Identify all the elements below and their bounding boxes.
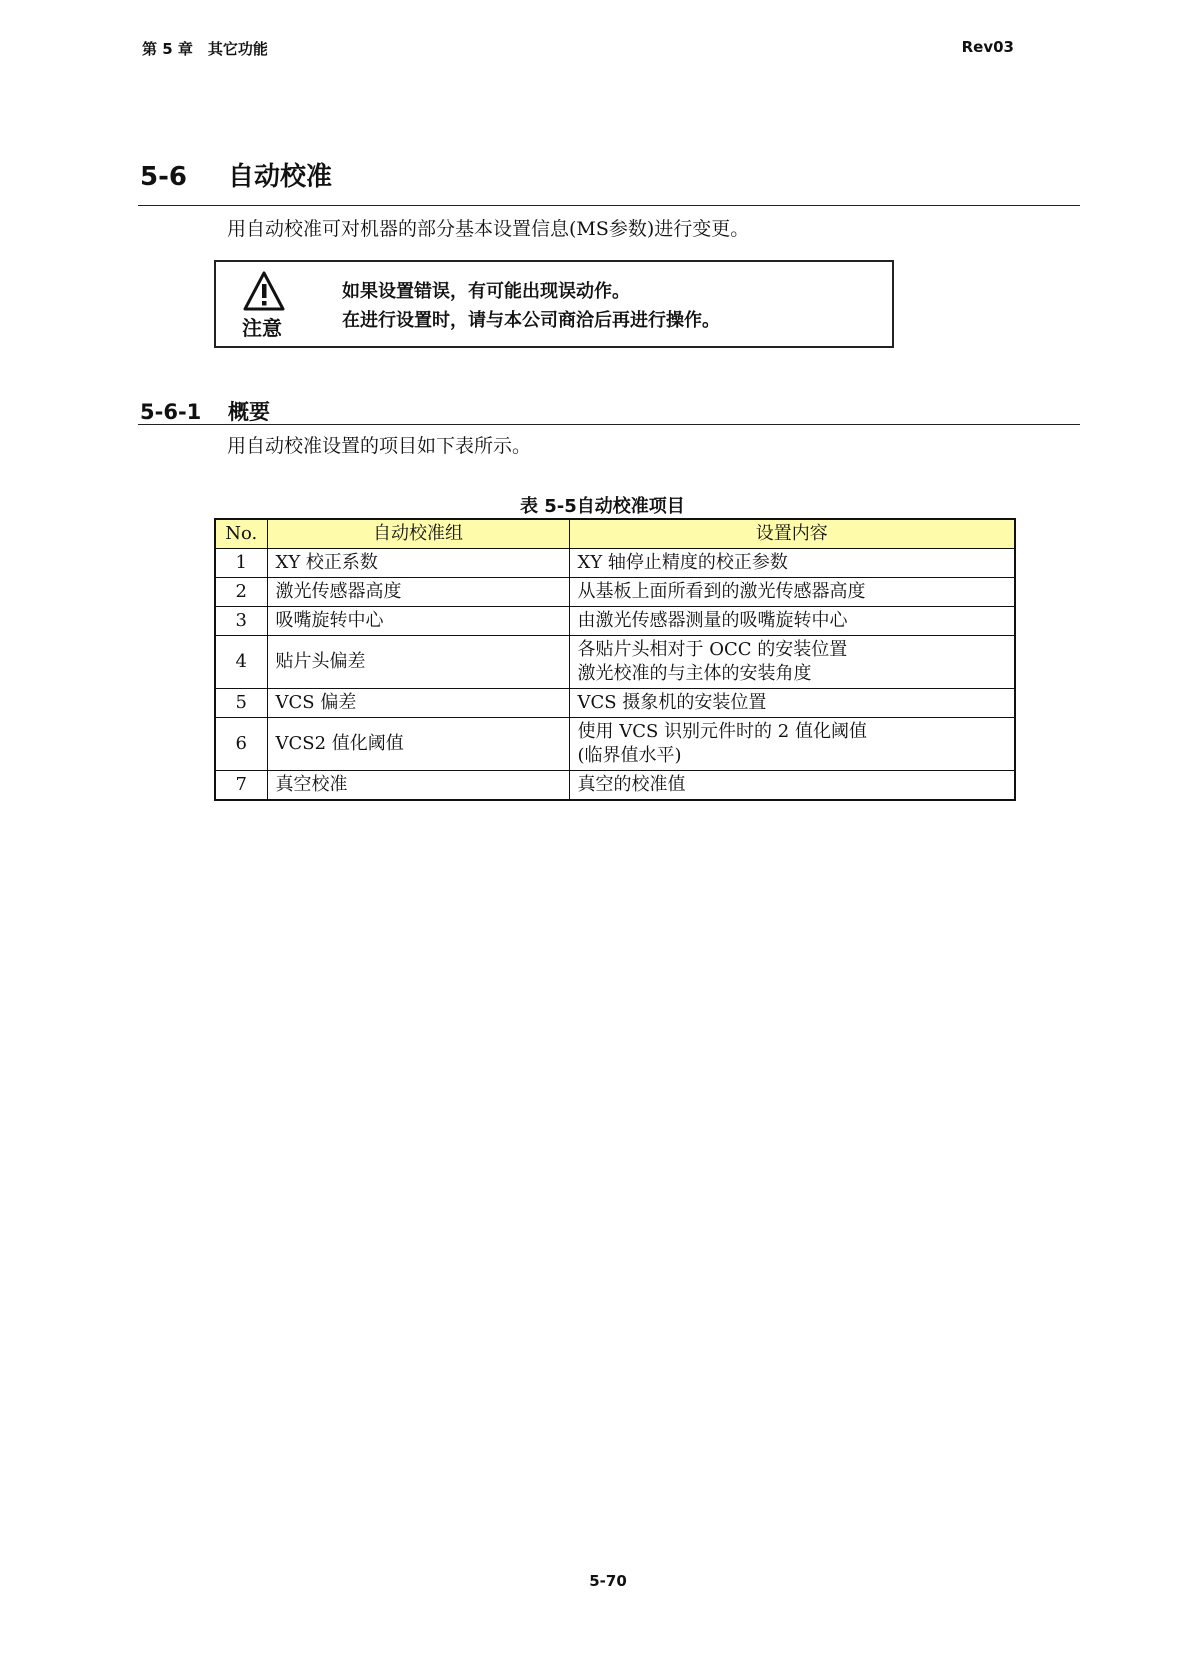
caution-box <box>214 260 894 348</box>
cell-content <box>569 578 1015 607</box>
cell-content-line: 使用 VCS 识别元件时的 2 值化阈值 <box>577 721 867 742</box>
cell-content <box>569 718 1015 771</box>
cell-content <box>569 549 1015 578</box>
cell-content <box>569 636 1015 689</box>
cell-group: 吸嘴旋转中心 <box>267 607 569 636</box>
page-number: 5-70 <box>589 1572 627 1590</box>
cell-group: XY 校正系数 <box>267 549 569 578</box>
subsection-intro: 用自动校准设置的项目如下表所示。 <box>227 435 532 457</box>
cell-group: 激光传感器高度 <box>267 578 569 607</box>
section-title: 自动校准 <box>228 162 333 192</box>
cell-no: 7 <box>215 771 267 801</box>
caution-line-2: 在进行设置时，请与本公司商洽后再进行操作。 <box>342 310 720 331</box>
cell-no: 1 <box>215 549 267 578</box>
cell-group: VCS2 值化阈值 <box>267 718 569 771</box>
auto-calibration-table <box>214 518 1016 801</box>
column-header-no: No. <box>215 519 267 549</box>
cell-content-line: 激光校准的与主体的安装角度 <box>577 663 812 684</box>
section-number: 5-6 <box>140 162 187 192</box>
subsection-divider <box>138 424 1080 425</box>
cell-no: 6 <box>215 718 267 771</box>
cell-content-line: VCS 摄象机的安装位置 <box>577 692 767 713</box>
caution-label: 注意 <box>242 316 282 340</box>
cell-group: VCS 偏差 <box>267 689 569 718</box>
table-caption: 表 5-5自动校准项目 <box>520 496 685 517</box>
cell-group: 贴片头偏差 <box>267 636 569 689</box>
table-row <box>215 636 1015 689</box>
section-divider <box>138 205 1080 206</box>
section-intro: 用自动校准可对机器的部分基本设置信息(MS参数)进行变更。 <box>227 218 750 240</box>
cell-content-line: 从基板上面所看到的激光传感器高度 <box>577 581 866 602</box>
cell-no: 3 <box>215 607 267 636</box>
cell-no: 5 <box>215 689 267 718</box>
running-header-chapter: 第 5 章 其它功能 <box>142 40 268 58</box>
column-header-group: 自动校准组 <box>267 519 569 549</box>
subsection-title: 概要 <box>228 400 270 424</box>
table-row <box>215 718 1015 771</box>
column-header-content: 设置内容 <box>569 519 1015 549</box>
warning-triangle-icon <box>242 270 286 312</box>
cell-no: 4 <box>215 636 267 689</box>
cell-content-line: XY 轴停止精度的校正参数 <box>577 552 788 573</box>
cell-content-line: 各贴片头相对于 OCC 的安装位置 <box>577 639 848 660</box>
table-row <box>215 607 1015 636</box>
table-row <box>215 689 1015 718</box>
subsection-number: 5-6-1 <box>140 400 202 424</box>
running-header-revision: Rev03 <box>961 38 1014 56</box>
section-heading <box>140 156 332 193</box>
cell-content <box>569 607 1015 636</box>
cell-group: 真空校准 <box>267 771 569 801</box>
cell-content <box>569 689 1015 718</box>
cell-content <box>569 771 1015 801</box>
cell-no: 2 <box>215 578 267 607</box>
table-header-row <box>215 519 1015 549</box>
subsection-heading <box>140 396 270 426</box>
cell-content-line: 真空的校准值 <box>577 774 686 795</box>
cell-content-line: (临界值水平) <box>577 745 682 766</box>
table-row <box>215 578 1015 607</box>
cell-content-line: 由激光传感器测量的吸嘴旋转中心 <box>577 610 848 631</box>
caution-line-1: 如果设置错误，有可能出现误动作。 <box>342 281 630 302</box>
table-row <box>215 549 1015 578</box>
table-row <box>215 771 1015 801</box>
